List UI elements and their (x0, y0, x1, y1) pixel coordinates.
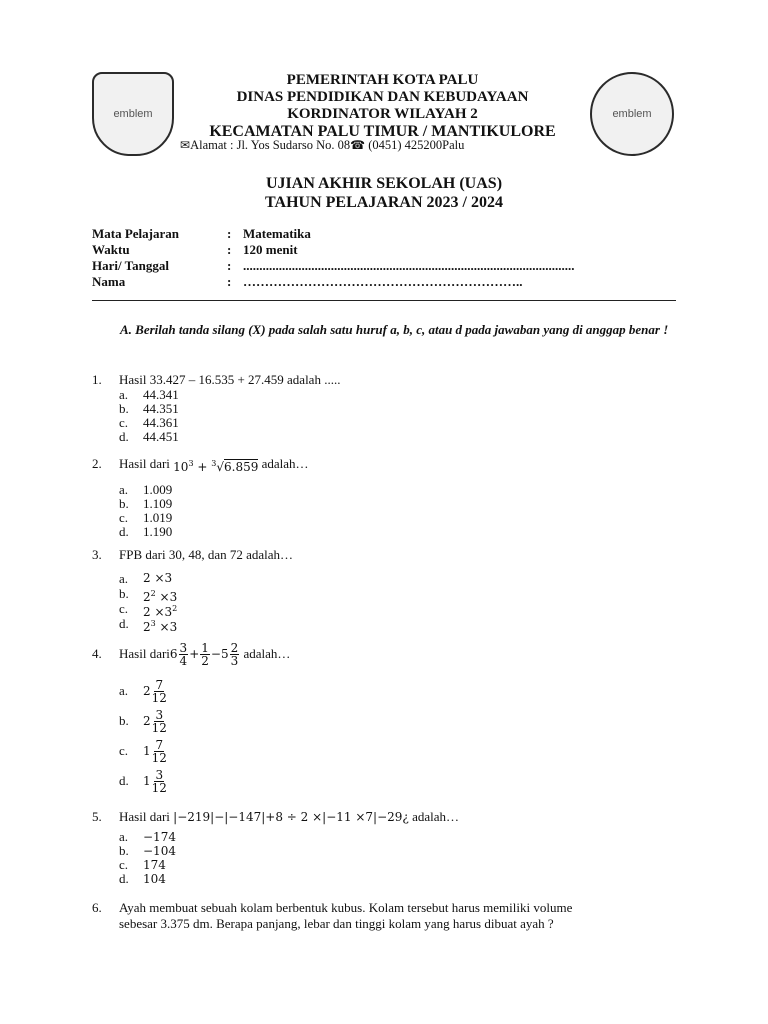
answer-options (119, 571, 676, 634)
question-line-1: Ayah membuat sebuah kolam berbentuk kubus. Kolam tersebut harus memiliki volume (119, 900, 573, 915)
denominator: 12 (151, 751, 167, 765)
question-suffix: adalah… (412, 809, 460, 824)
option-value: 1.190 (143, 524, 173, 539)
option-value (143, 736, 168, 766)
fraction (152, 679, 167, 704)
header-divider (92, 300, 676, 301)
option-c[interactable] (119, 416, 676, 430)
question-number: 4. (92, 646, 102, 661)
phone-icon: ☎ (350, 138, 366, 152)
right-emblem (590, 72, 674, 156)
meta-row-time (92, 242, 583, 258)
option-d[interactable] (119, 872, 676, 886)
fraction (152, 769, 167, 794)
option-letter: b. (119, 586, 129, 601)
section-instruction: A. Berilah tanda silang (X) pada salah satu huruf a, b, c, atau d pada jawaban yang di anggap benar ! (120, 322, 669, 337)
meta-key: Nama (92, 274, 126, 289)
question-2 (92, 456, 676, 539)
fraction (200, 642, 210, 667)
option-value: 104 (143, 872, 166, 886)
math-expression: $10^3 + ^3√6.859$ (173, 459, 259, 474)
denominator: 2 (201, 654, 209, 668)
option-exponent: 2 (150, 589, 156, 598)
numerator: 7 (155, 738, 164, 752)
option-value: −104 (143, 844, 176, 858)
math-expression: |−219|−|−147|+8 ÷ 2 ×|−11 ×7|−29¿ (173, 810, 409, 824)
expr-operator: + (197, 460, 208, 474)
right-emblem-label: emblem (612, 108, 652, 120)
meta-value: Matematika (243, 226, 311, 241)
option-value: 1.109 (143, 496, 173, 511)
option-rest: ×3 (155, 590, 178, 604)
operator: −5 (210, 647, 229, 661)
meta-row-subject (92, 226, 583, 242)
option-value: 44.451 (143, 429, 179, 444)
question-number: 6. (92, 900, 102, 915)
letterhead-line-3: KORDINATOR WILAYAH 2 (287, 106, 478, 122)
option-value: 44.341 (143, 387, 179, 402)
denominator: 4 (179, 654, 188, 668)
option-letter: d. (119, 524, 129, 539)
option-d[interactable] (119, 766, 676, 796)
option-c[interactable] (119, 736, 676, 766)
option-value (143, 601, 178, 619)
option-value: −174 (143, 830, 176, 844)
meta-colon: : (227, 258, 232, 273)
answer-options (119, 830, 676, 886)
expr-exponent: 3 (188, 459, 194, 468)
option-value (143, 586, 178, 604)
option-value (143, 766, 168, 796)
option-value: 1.019 (143, 510, 173, 525)
option-a[interactable] (119, 483, 676, 497)
question-6 (92, 900, 676, 932)
option-c[interactable] (119, 601, 676, 619)
option-b[interactable] (119, 706, 676, 736)
option-exponent: 2 (172, 604, 178, 613)
whole-part: 2 (143, 714, 151, 728)
question-text: FPB dari 30, 48, dan 72 adalah… (119, 547, 294, 562)
exam-title-line-1: UJIAN AKHIR SEKOLAH (UAS) (265, 175, 503, 192)
option-letter: b. (119, 713, 129, 728)
denominator: 12 (151, 781, 167, 795)
question-suffix: adalah… (261, 456, 309, 471)
option-value: 174 (143, 858, 166, 872)
meta-key: Mata Pelajaran (92, 226, 180, 241)
denominator: 12 (151, 691, 167, 705)
root-index: 3 (211, 459, 217, 468)
question-suffix: adalah… (243, 646, 291, 661)
question-number: 2. (92, 456, 102, 471)
option-a[interactable] (119, 571, 676, 586)
option-base: 2 (143, 590, 151, 604)
option-letter: c. (119, 601, 129, 616)
phone-text: (0451) 425200Palu (368, 138, 465, 152)
option-a[interactable] (119, 830, 676, 844)
question-number: 1. (92, 372, 102, 387)
option-letter: b. (119, 496, 129, 511)
exam-meta (92, 226, 583, 290)
denominator: 3 (230, 654, 239, 668)
option-letter: a. (119, 571, 129, 586)
question-prefix: Hasil dari (119, 809, 170, 824)
numerator: 7 (155, 678, 164, 692)
option-base: 2 ×3 (143, 605, 173, 619)
meta-value: ……………………………………………………….. (243, 274, 523, 289)
address-text: Alamat : Jl. Yos Sudarso No. 08 (190, 138, 351, 152)
option-b[interactable] (119, 586, 676, 604)
option-letter: c. (119, 415, 129, 430)
operator: + (189, 647, 200, 661)
whole-part: 2 (143, 684, 151, 698)
numerator: 3 (155, 708, 164, 722)
root-radicand: 6.859 (224, 460, 259, 474)
option-value (143, 706, 168, 736)
meta-colon: : (227, 274, 232, 289)
option-value (143, 616, 178, 634)
fraction (230, 642, 240, 667)
option-c[interactable] (119, 858, 676, 872)
numerator: 1 (201, 641, 209, 655)
option-value: 1.009 (143, 482, 173, 497)
denominator: 12 (151, 721, 167, 735)
question-text: Hasil 33.427 – 16.535 + 27.459 adalah ..... (119, 372, 341, 387)
option-b[interactable] (119, 402, 676, 416)
option-letter: c. (119, 857, 129, 872)
question-4 (92, 640, 676, 796)
question-number: 3. (92, 547, 102, 562)
question-prefix: Hasil dari (119, 456, 170, 471)
option-letter: d. (119, 871, 129, 886)
letterhead-line-2: DINAS PENDIDIKAN DAN KEBUDAYAAN (236, 89, 529, 105)
meta-key: Waktu (92, 242, 130, 257)
numerator: 3 (155, 768, 164, 782)
option-letter: d. (119, 616, 129, 631)
expr-base: 10 (173, 460, 189, 474)
letterhead-line-1: PEMERINTAH KOTA PALU (286, 72, 479, 88)
question-line-2: sebesar 3.375 dm. Berapa panjang, lebar dan tinggi kolam yang harus dibuat ayah ? (119, 916, 554, 931)
option-b[interactable] (119, 497, 676, 511)
option-exponent: 3 (150, 619, 156, 628)
meta-row-name (92, 274, 583, 290)
meta-row-date (92, 258, 583, 274)
whole-part: 6 (169, 647, 178, 661)
option-letter: d. (119, 429, 129, 444)
option-value: 44.361 (143, 415, 179, 430)
letterhead-line-4: KECAMATAN PALU TIMUR / MANTIKULORE (209, 123, 556, 140)
answer-options (119, 676, 676, 796)
envelope-icon: ✉ (180, 138, 191, 152)
question-3 (92, 547, 676, 634)
option-value: 44.351 (143, 401, 179, 416)
option-a[interactable] (119, 388, 676, 402)
option-b[interactable] (119, 844, 676, 858)
option-letter: b. (119, 401, 129, 416)
option-letter: c. (119, 743, 129, 758)
option-letter: a. (119, 829, 129, 844)
option-letter: a. (119, 482, 129, 497)
left-emblem (92, 72, 174, 156)
question-number: 5. (92, 809, 102, 824)
meta-colon: : (227, 226, 232, 241)
option-d[interactable] (119, 525, 676, 539)
option-rest: ×3 (155, 620, 178, 634)
meta-value: ...................................................................................................... (243, 258, 575, 273)
meta-key: Hari/ Tanggal (92, 258, 169, 273)
question-text (119, 900, 572, 932)
option-base: 2 (143, 620, 151, 634)
meta-colon: : (227, 242, 232, 257)
option-a[interactable] (119, 676, 676, 706)
option-letter: a. (119, 387, 129, 402)
address-line (180, 138, 464, 153)
whole-part: 1 (143, 744, 151, 758)
option-letter: d. (119, 773, 129, 788)
option-value (143, 676, 168, 706)
numerator: 2 (230, 641, 239, 655)
option-c[interactable] (119, 511, 676, 525)
letterhead (180, 72, 585, 140)
math-expression (170, 640, 240, 668)
option-letter: c. (119, 510, 129, 525)
option-letter: b. (119, 843, 129, 858)
answer-options (119, 388, 676, 444)
answer-options (119, 483, 676, 539)
meta-value: 120 menit (243, 242, 298, 257)
whole-part: 1 (143, 774, 151, 788)
fraction (152, 739, 167, 764)
fraction (179, 642, 189, 667)
exam-title-line-2: TAHUN PELAJARAN 2023 / 2024 (265, 194, 503, 211)
question-5 (92, 809, 676, 886)
option-d[interactable] (119, 430, 676, 444)
left-emblem-label: emblem (113, 108, 153, 120)
option-letter: a. (119, 683, 129, 698)
question-prefix: Hasil dari (119, 646, 170, 661)
question-1 (92, 372, 676, 444)
option-d[interactable] (119, 616, 676, 634)
numerator: 3 (179, 641, 188, 655)
fraction (152, 709, 167, 734)
option-value: 2 ×3 (143, 571, 173, 585)
exam-title (0, 174, 768, 212)
